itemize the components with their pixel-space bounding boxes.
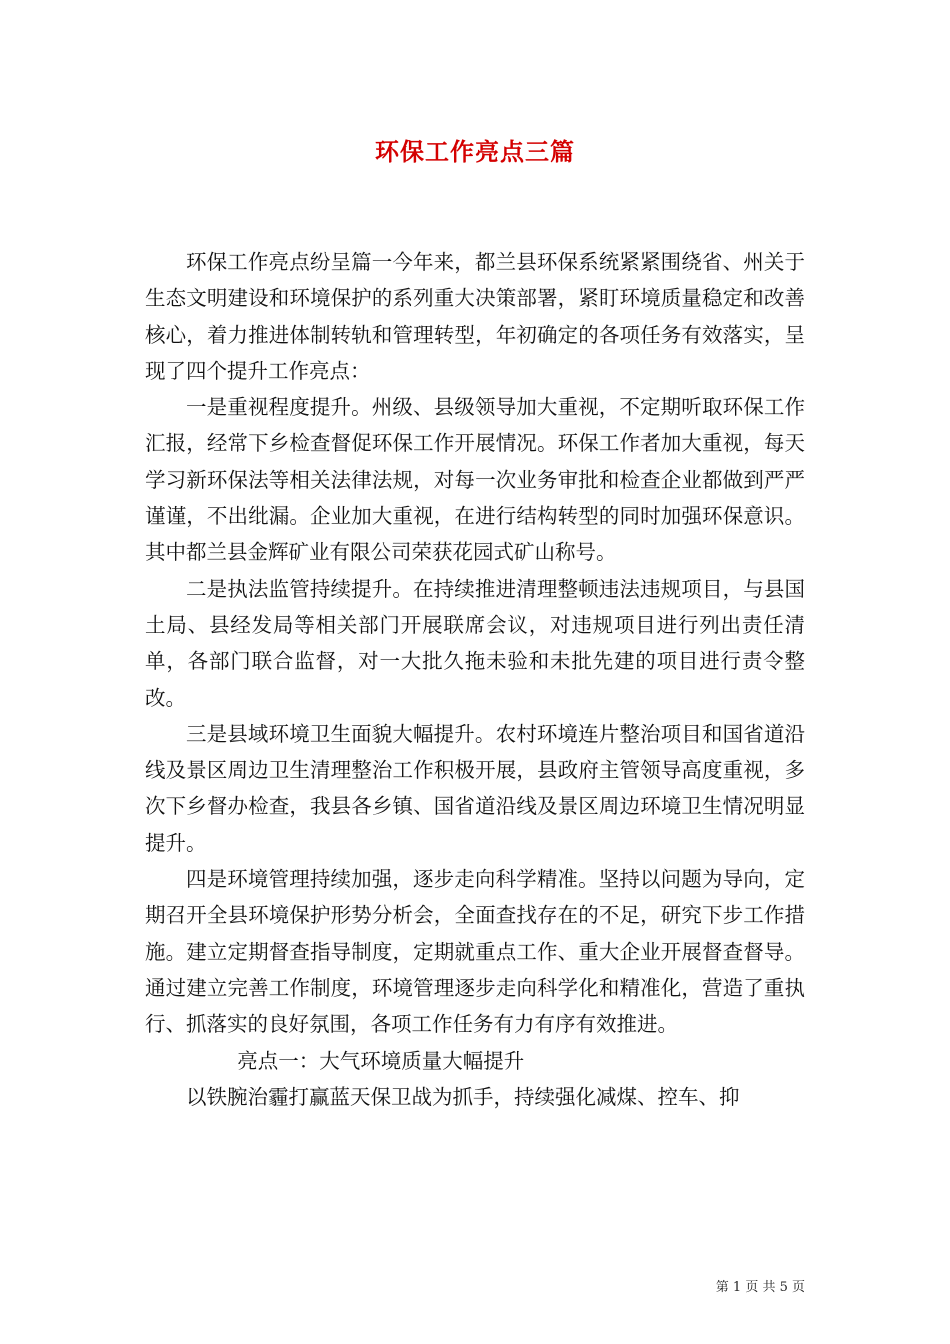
page-number: 第 1 页 共 5 页 bbox=[715, 1280, 805, 1295]
paragraph-intro: 环保工作亮点纷呈篇一今年来，都兰县环保系统紧紧围绕省、州关于生态文明建设和环境保护的系列重大决策部署，紧盯环境质量稳定和改善核心，着力推进体制转轨和管理转型，年初确定的各项任务有效落实，呈现了四个提升工作亮点： bbox=[145, 250, 805, 383]
sub-heading: 亮点一：大气环境质量大幅提升 bbox=[237, 1048, 525, 1073]
document-body bbox=[145, 244, 805, 1115]
paragraph-highlight-one: 以铁腕治霾打赢蓝天保卫战为抓手，持续强化减煤、控车、抑 bbox=[186, 1084, 740, 1109]
paragraph-point-four: 四是环境管理持续加强，逐步走向科学精准。坚持以问题为导向，定期召开全县环境保护形势分析会，全面查找存在的不足，研究下步工作措施。建立定期督查指导制度，定期就重点工作、重大企业开展督查督导。通过建立完善工作制度，环境管理逐步走向科学化和精准化，营造了重执行、抓落实的良好氛围，各项工作任务有力有序有效推进。 bbox=[145, 867, 805, 1037]
document-title: 环保工作亮点三篇 bbox=[375, 137, 575, 166]
paragraph-point-three: 三是县域环境卫生面貌大幅提升。农村环境连片整治项目和国省道沿线及景区周边卫生清理整治工作积极开展，县政府主管领导高度重视，多次下乡督办检查，我县各乡镇、国省道沿线及景区周边环境卫生情况明显提升。 bbox=[145, 721, 805, 855]
paragraph-point-two: 二是执法监管持续提升。在持续推进清理整顿违法违规项目，与县国土局、县经发局等相关部门开展联席会议，对违规项目进行列出责任清单，各部门联合监督，对一大批久拖未验和未批先建的项目进行责令整改。 bbox=[145, 576, 805, 710]
paragraph-point-one: 一是重视程度提升。州级、县级领导加大重视，不定期听取环保工作汇报，经常下乡检查督促环保工作开展情况。环保工作者加大重视，每天学习新环保法等相关法律法规，对每一次业务审批和检查企业都做到严严谨谨，不出纰漏。企业加大重视，在进行结构转型的同时加强环保意识。其中都兰县金辉矿业有限公司荣获花园式矿山称号。 bbox=[145, 395, 805, 565]
